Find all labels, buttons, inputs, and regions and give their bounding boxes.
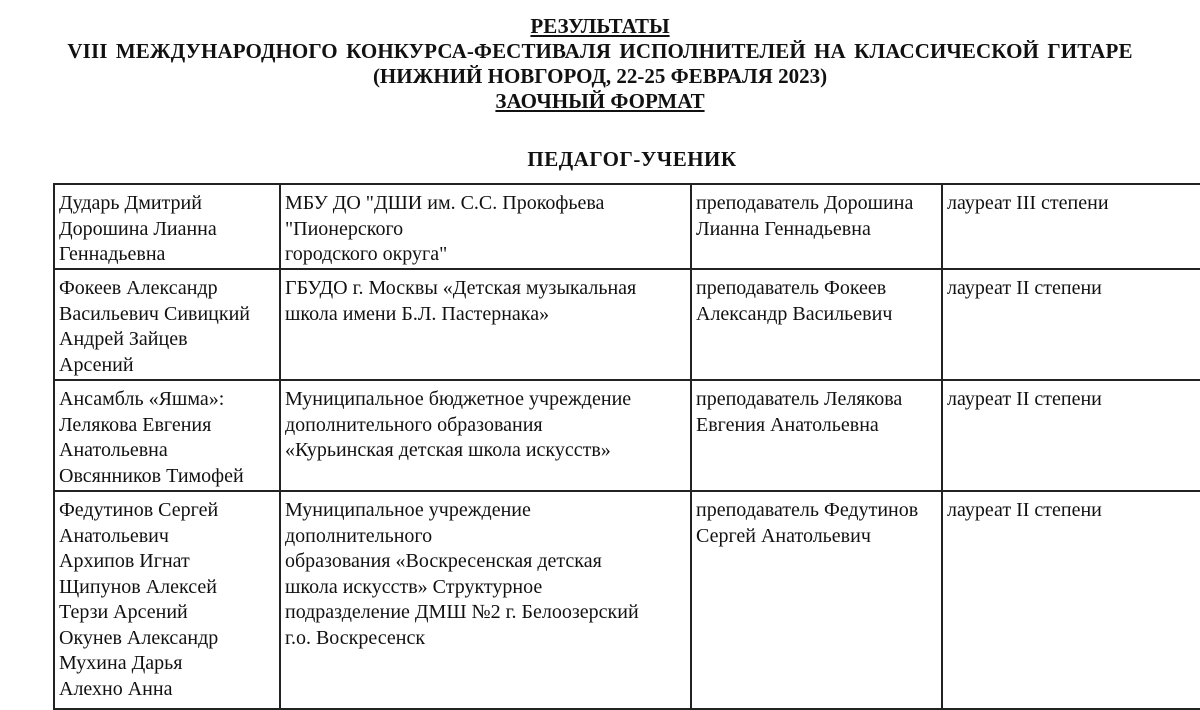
participant-line: Анатольевна: [59, 439, 168, 461]
result-cell: [942, 380, 1200, 491]
result-text: лауреат III степени: [947, 192, 1109, 214]
participant-line: Терзи Арсений: [59, 601, 188, 623]
teacher-line: преподаватель Федутинов: [696, 499, 919, 521]
section-title: ПЕДАГОГ-УЧЕНИК: [527, 147, 737, 171]
participant-line: Геннадьевна: [59, 243, 166, 265]
table-row: [54, 380, 1200, 491]
contest-subtitle: VIII МЕЖДУНАРОДНОГО КОНКУРСА-ФЕСТИВАЛЯ ИСПОЛНИТЕЛЕЙ НА КЛАССИЧЕСКОЙ ГИТАРЕ: [67, 39, 1133, 63]
institution-line: Муниципальное учреждение: [285, 499, 531, 521]
participant-line: Андрей Зайцев: [59, 328, 188, 350]
participants-cell: [54, 184, 280, 269]
teacher-line: преподаватель Дорошина: [696, 192, 914, 214]
institution-line: дополнительного: [285, 524, 433, 547]
teacher-cell: [691, 184, 942, 269]
teacher-line: Александр Васильевич: [696, 302, 893, 325]
results-table: [53, 183, 1200, 710]
institution-cell: [280, 380, 691, 491]
institution-line: Муниципальное бюджетное учреждение: [285, 388, 632, 410]
institution-line: школа имени Б.Л. Пастернака»: [285, 302, 550, 325]
institution-line: "Пионерского: [285, 217, 404, 240]
participant-line: Окунев Александр: [59, 626, 219, 649]
participant-line: Ансамбль «Яшма»:: [59, 388, 225, 410]
teacher-line: Лианна Геннадьевна: [696, 217, 871, 240]
participant-line: Васильевич Сивицкий: [59, 302, 250, 325]
institution-cell: [280, 184, 691, 269]
participant-line: Алехно Анна: [59, 677, 173, 700]
result-text: лауреат II степени: [947, 499, 1102, 521]
institution-line: дополнительного образования: [285, 413, 543, 436]
result-text: лауреат II степени: [947, 388, 1102, 410]
participant-line: Федутинов Сергей: [59, 499, 219, 521]
institution-line: «Курьинская детская школа искусств»: [285, 439, 611, 461]
teacher-cell: [691, 491, 942, 709]
table-row: [54, 269, 1200, 380]
result-cell: [942, 269, 1200, 380]
teacher-cell: [691, 269, 942, 380]
table-row: [54, 184, 1200, 269]
participants-cell: [54, 269, 280, 380]
participants-cell: [54, 491, 280, 709]
institution-cell: [280, 269, 691, 380]
document-header: [0, 14, 1200, 114]
teacher-cell: [691, 380, 942, 491]
participant-line: Дорошина Лианна: [59, 217, 217, 240]
result-text: лауреат II степени: [947, 277, 1102, 299]
institution-line: образования «Воскресенская детская: [285, 550, 602, 572]
participant-line: Арсений: [59, 353, 134, 376]
result-cell: [942, 184, 1200, 269]
participant-line: Анатольевич: [59, 524, 169, 547]
contest-format: ЗАОЧНЫЙ ФОРМАТ: [495, 89, 705, 113]
contest-location-dates: (НИЖНИЙ НОВГОРОД, 22-25 ФЕВРАЛЯ 2023): [372, 64, 828, 88]
participant-line: Лелякова Евгения: [59, 413, 212, 436]
participant-line: Овсянников Тимофей: [59, 464, 244, 487]
institution-cell: [280, 491, 691, 709]
institution-line: г.о. Воскресенск: [285, 626, 426, 649]
participant-line: Фокеев Александр: [59, 277, 218, 299]
table-row: [54, 491, 1200, 709]
teacher-line: преподаватель Фокеев: [696, 277, 887, 299]
teacher-line: Сергей Анатольевич: [696, 524, 871, 547]
institution-line: городского округа": [285, 243, 448, 265]
participant-line: Щипунов Алексей: [59, 575, 217, 598]
participants-cell: [54, 380, 280, 491]
institution-line: ГБУДО г. Москвы «Детская музыкальная: [285, 277, 637, 299]
results-title: РЕЗУЛЬТАТЫ: [530, 14, 670, 38]
result-cell: [942, 491, 1200, 709]
participant-line: Мухина Дарья: [59, 652, 183, 674]
institution-line: подразделение ДМШ №2 г. Белоозерский: [285, 601, 639, 623]
participant-line: Дударь Дмитрий: [59, 192, 202, 214]
teacher-line: преподаватель Лелякова: [696, 388, 903, 410]
teacher-line: Евгения Анатольевна: [696, 413, 879, 436]
institution-line: школа искусств» Структурное: [285, 575, 543, 598]
institution-line: МБУ ДО "ДШИ им. С.С. Прокофьева: [285, 192, 605, 214]
participant-line: Архипов Игнат: [59, 550, 190, 572]
